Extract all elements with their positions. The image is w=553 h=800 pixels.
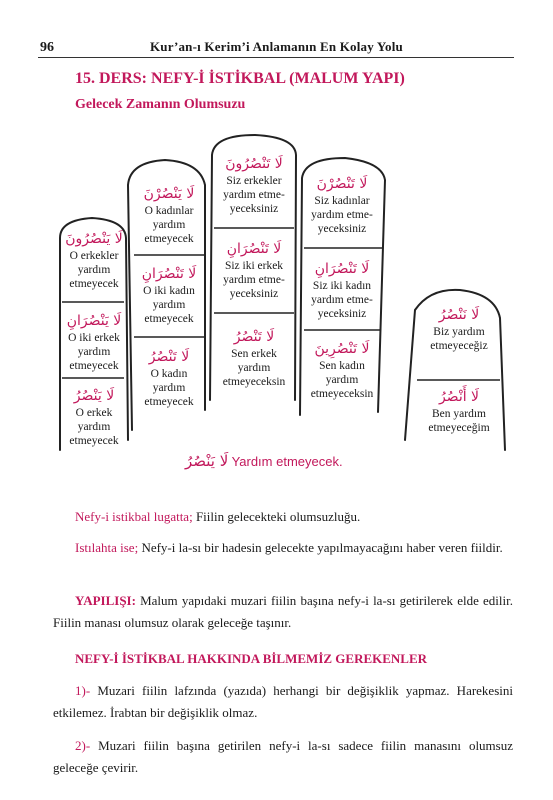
final-arabic: لَا يَنْصُرُ [185, 452, 229, 470]
arabic-verb: لَا تَنْصُرَانِ [314, 261, 370, 277]
paragraph-yapilisi [53, 590, 513, 634]
meaning: Ben yardım etmeyeceğim [428, 408, 490, 434]
page-number: 96 [40, 40, 54, 55]
ring-cell-1 [304, 175, 380, 236]
book-title: Kur’an-ı Kerim’i Anlamanın En Kolay Yolu [150, 39, 403, 54]
yapilisi-text: Malum yapıdaki muzari fiilin başına nefy-i la-sı getirilerek elde edilir. Fiilin manası olumsuz olarak geleceğe taşınır. [53, 593, 513, 630]
meaning: Biz yardım etmeyeceğiz [430, 326, 488, 352]
meaning: Siz iki erkek yardım etme- yeceksiniz [223, 260, 285, 300]
meaning: O erkek yardım etmeyecek [69, 407, 119, 447]
meaning: O kadın yardım etmeyecek [144, 368, 194, 408]
section-heading: NEFY-İ İSTİKBAL HAKKINDA BİLMEMİZ GEREKENLER [75, 651, 428, 666]
meaning: Siz iki kadın yardım etme- yeceksiniz [311, 280, 373, 320]
lugat-label: Nefy-i istikbal lugatta; [75, 509, 193, 524]
ring-cell-3 [304, 340, 380, 401]
paragraph-istilah [53, 537, 513, 559]
section-item-2 [53, 735, 513, 779]
item-text: Muzari fiilin lafzında (yazıda) herhangi bir değişiklik yapmaz. Harekesini etkilemez. İrabtan bir değişiklik olmaz. [53, 683, 513, 720]
arabic-verb: لَا تَنْصُرْنَ [316, 176, 368, 192]
thumb-cell-1 [58, 230, 130, 291]
item-number: 1)- [75, 683, 91, 698]
section-item-1 [53, 680, 513, 724]
meaning: Sen kadın yardım etmeyeceksin [310, 360, 374, 400]
item-text: Muzari fiilin başına getirilen nefy-i la-sı sadece fiilin manasını olumsuz geleceğe çevirir. [53, 738, 513, 775]
meaning: O iki kadın yardım etmeyecek [143, 285, 195, 325]
item-number: 2)- [75, 738, 91, 753]
lesson-subtitle: Gelecek Zamanın Olumsuzu [75, 97, 246, 112]
istilah-text: Nefy-i la-sı bir hadesin gelecekte yapılmayacağını haber veren fiildir. [138, 540, 503, 555]
middle-cell-3 [214, 328, 294, 389]
lugat-text: Fiilin gelecekteki olumsuzluğu. [192, 509, 361, 524]
meaning: Siz erkekler yardım etme- yeceksiniz [223, 175, 285, 215]
ring-cell-2 [304, 260, 380, 321]
arabic-verb: لَا يَنْصُرُ [73, 388, 115, 404]
index-cell-2 [134, 265, 204, 326]
yapilisi-label: YAPILIŞI: [75, 593, 136, 608]
arabic-verb: لَا يَنْصُرُونَ [65, 231, 123, 247]
thumb-cell-3 [58, 387, 130, 448]
arabic-verb: لَا تَنْصُرُونَ [225, 156, 283, 172]
meaning: O iki erkek yardım etmeyecek [68, 332, 120, 372]
paragraph-lugat [53, 506, 513, 528]
meaning: O kadınlar yardım etmeyecek [144, 205, 194, 245]
arabic-verb: لَا يَنْصُرَانِ [66, 313, 122, 329]
pinky-cell-1 [420, 306, 498, 353]
middle-cell-1 [214, 155, 294, 216]
lesson-title: 15. DERS: NEFY-İ İSTİKBAL (MALUM YAPI) [75, 70, 405, 87]
istilah-label: Istılahta ise; [75, 540, 139, 555]
arabic-verb: لَا تَنْصُرُ [148, 349, 190, 365]
index-cell-3 [134, 348, 204, 409]
arabic-verb: لَا تَنْصُرَانِ [141, 266, 197, 282]
arabic-verb: لَا نَنْصُرُ [438, 307, 480, 323]
arabic-verb: لَا تَنْصُرَانِ [226, 241, 282, 257]
arabic-verb: لَا تَنْصُرُ [233, 329, 275, 345]
meaning: Sen erkek yardım etmeyeceksin [222, 348, 286, 388]
meaning: Siz kadınlar yardım etme- yeceksiniz [311, 195, 373, 235]
index-cell-1 [134, 185, 204, 246]
meaning: O erkekler yardım etmeyecek [69, 250, 119, 290]
arabic-verb: لَا يَنْصُرْنَ [143, 186, 195, 202]
arabic-verb: لَا أَنْصُرُ [438, 389, 480, 405]
thumb-cell-2 [58, 312, 130, 373]
final-meaning: Yardım etmeyecek. [231, 454, 343, 469]
pinky-cell-2 [418, 388, 500, 435]
middle-cell-2 [214, 240, 294, 301]
arabic-verb: لَا تَنْصُرِينَ [314, 341, 370, 357]
final-example [185, 452, 343, 470]
